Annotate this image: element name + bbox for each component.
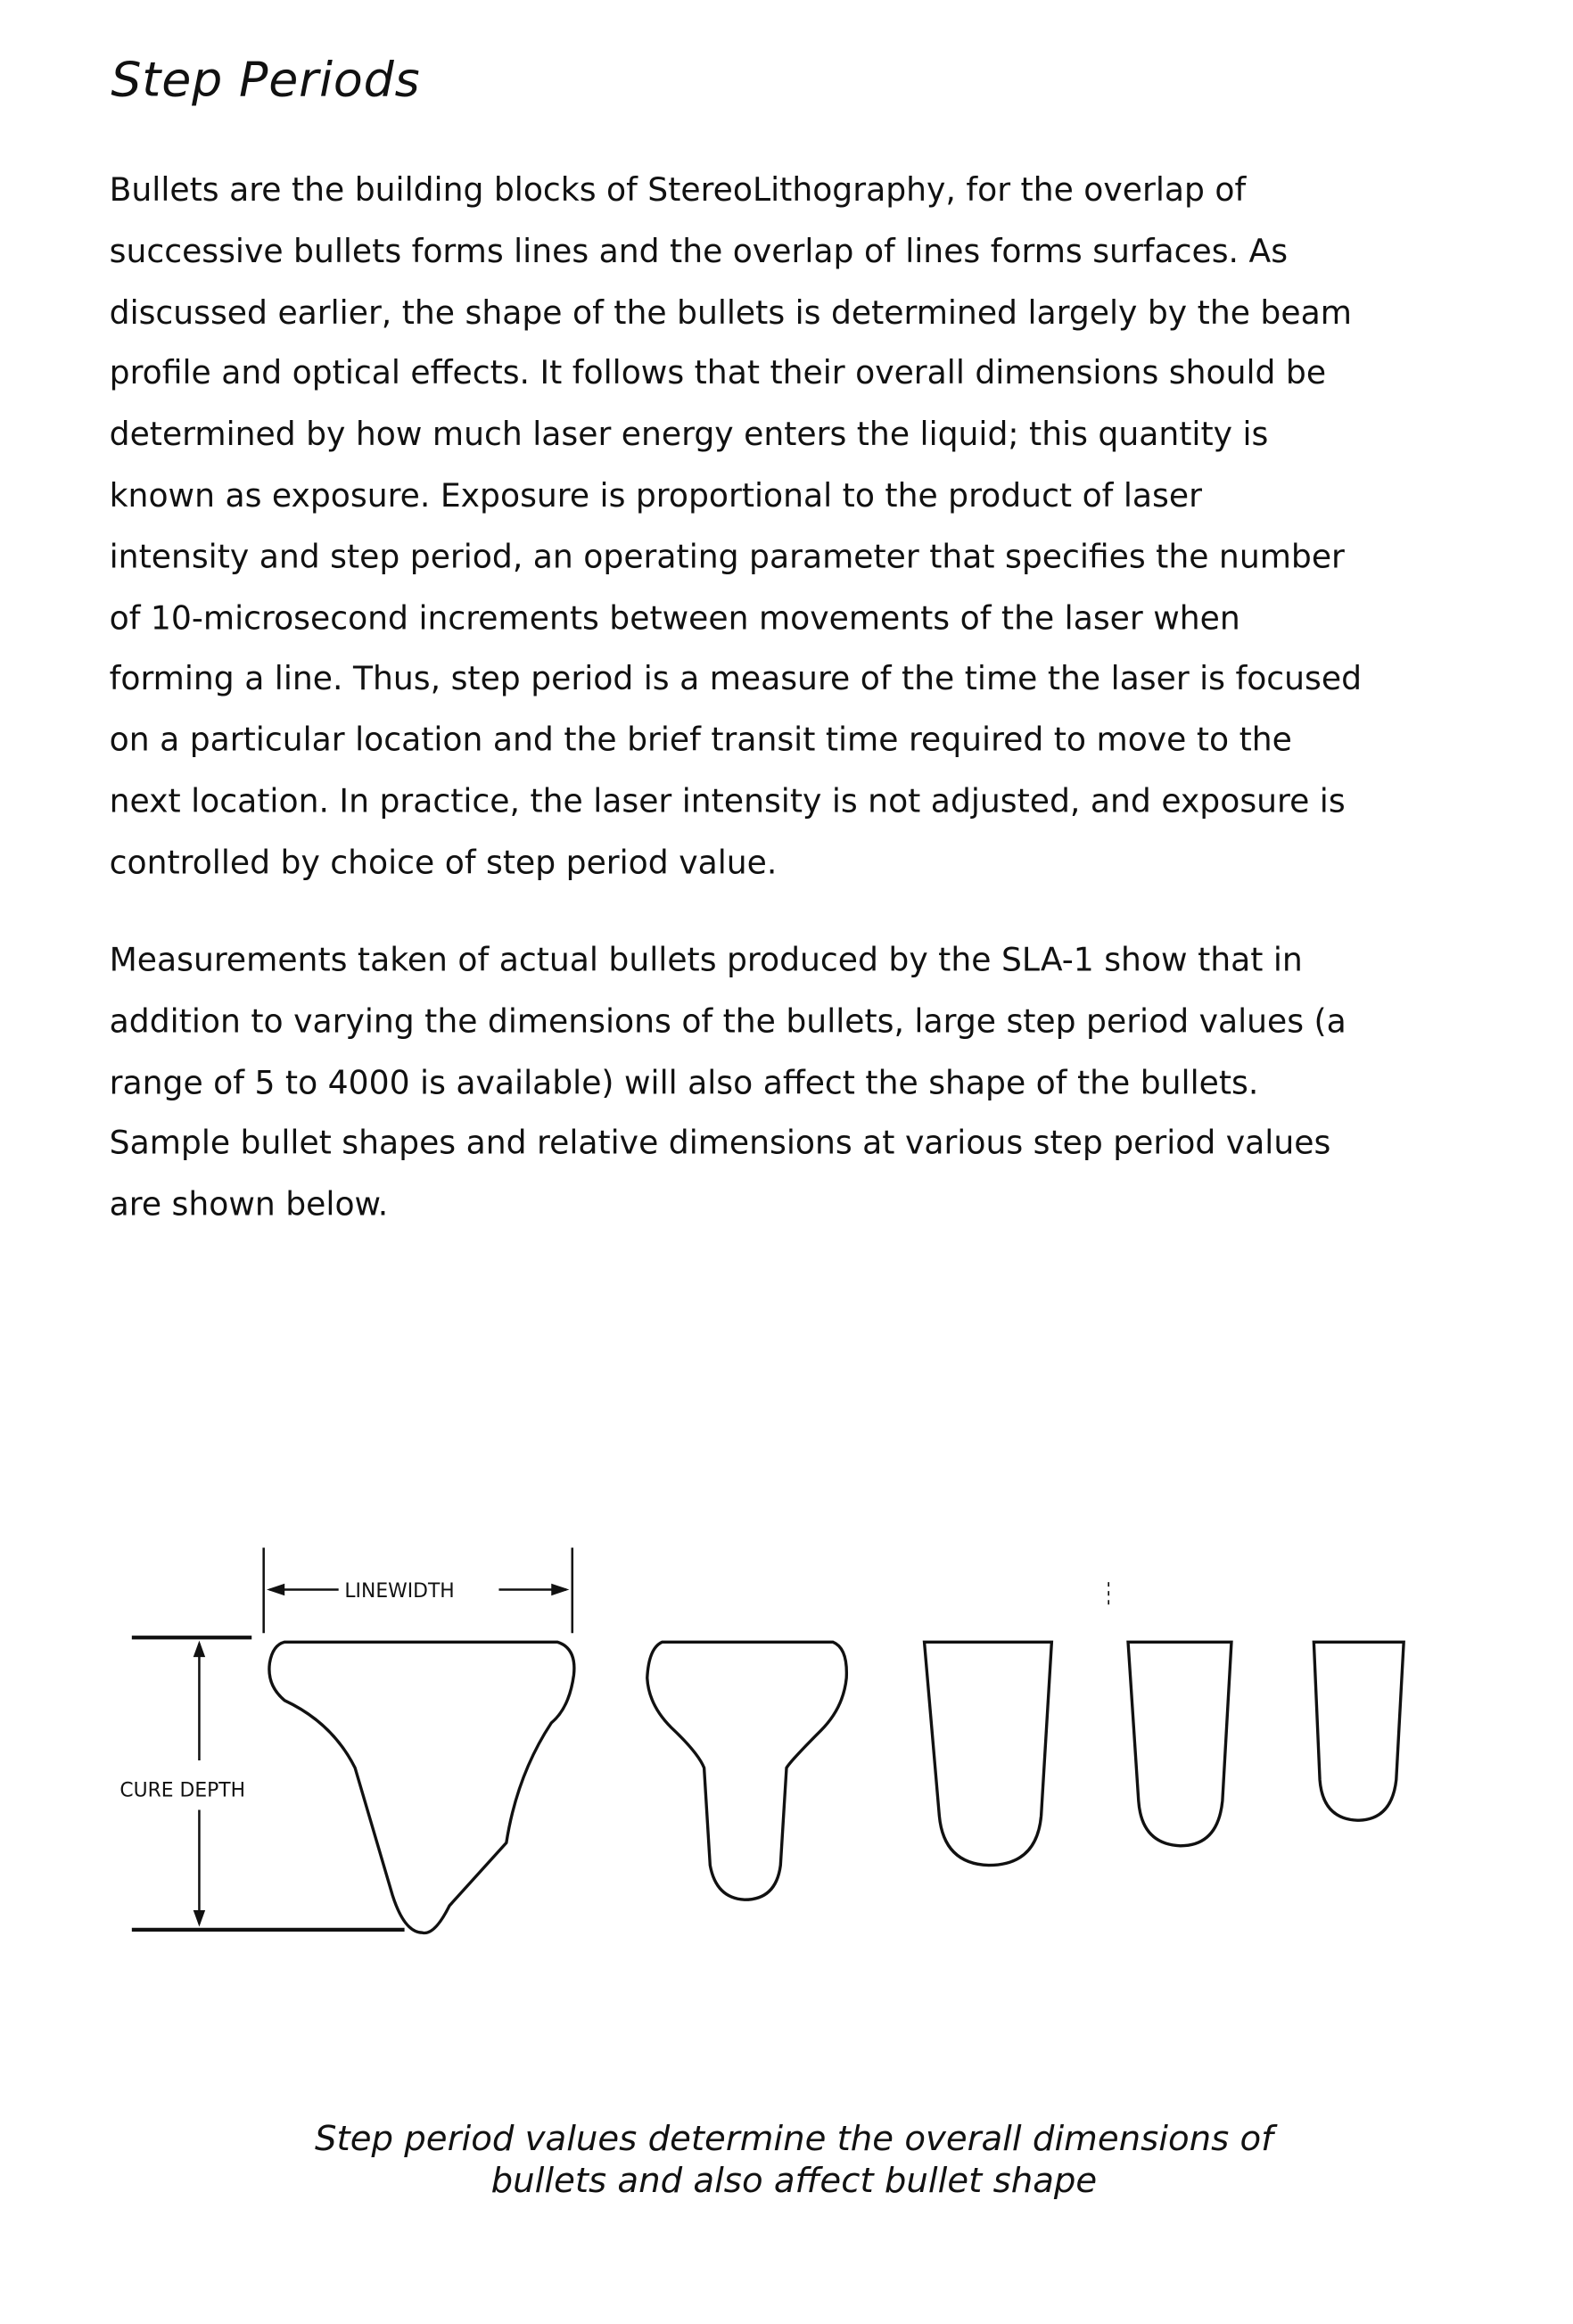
document-page [0,0,1573,2324]
caption-line: bullets and also affect bullet shape [0,2161,1573,2203]
bullet-shape-4 [1128,1642,1231,1845]
bullet-shape-3 [925,1642,1052,1865]
arrowhead-up-icon [194,1641,205,1657]
text-line: Measurements taken of actual bullets produced by the SLA-1 show that in [110,932,1347,993]
text-line: discussed earlier, the shape of the bullets is determined largely by the beam [110,284,1362,346]
text-line: next location. In practice, the laser intensity is not adjusted, and exposure is [110,773,1362,835]
text-line: intensity and step period, an operating parameter that specifies the number [110,529,1362,590]
text-line: Bullets are the building blocks of StereoLithography, for the overlap of [110,161,1362,223]
text-line: addition to varying the dimensions of the bullets, large step period values (a [110,993,1347,1054]
bullet-shape-1 [269,1642,574,1933]
figure-caption [0,2119,1573,2203]
bullet-shape-5 [1314,1642,1404,1820]
text-line: successive bullets forms lines and the overlap of lines forms surfaces. As [110,223,1362,284]
text-line: are shown below. [110,1176,1347,1238]
page-title: Step Periods [111,51,420,108]
text-line: known as exposure. Exposure is proportional to the product of laser [110,467,1362,529]
linewidth-label: LINEWIDTH [344,1580,454,1603]
text-line: of 10-microsecond increments between movements of the laser when [110,589,1362,651]
arrowhead-right-icon [551,1584,569,1595]
arrowhead-left-icon [267,1584,284,1595]
text-line: profile and optical effects. It follows that their overall dimensions should be [110,345,1362,407]
text-line: range of 5 to 4000 is available) will also affect the shape of the bullets. [110,1054,1347,1116]
bullet-shapes-figure [0,0,1573,2324]
text-line: controlled by choice of step period value. [110,834,1362,895]
caption-line: Step period values determine the overall dimensions of [0,2119,1573,2161]
text-line: on a particular location and the brief transit time required to move to the [110,712,1362,773]
arrowhead-down-icon [194,1910,205,1926]
cure-depth-label: CURE DEPTH [119,1779,245,1801]
text-line: Sample bullet shapes and relative dimensions at various step period values [110,1116,1347,1177]
text-line: determined by how much laser energy enters the liquid; this quantity is [110,407,1362,468]
text-line: forming a line. Thus, step period is a measure of the time the laser is focused [110,651,1362,713]
bullet-shape-2 [647,1642,847,1900]
